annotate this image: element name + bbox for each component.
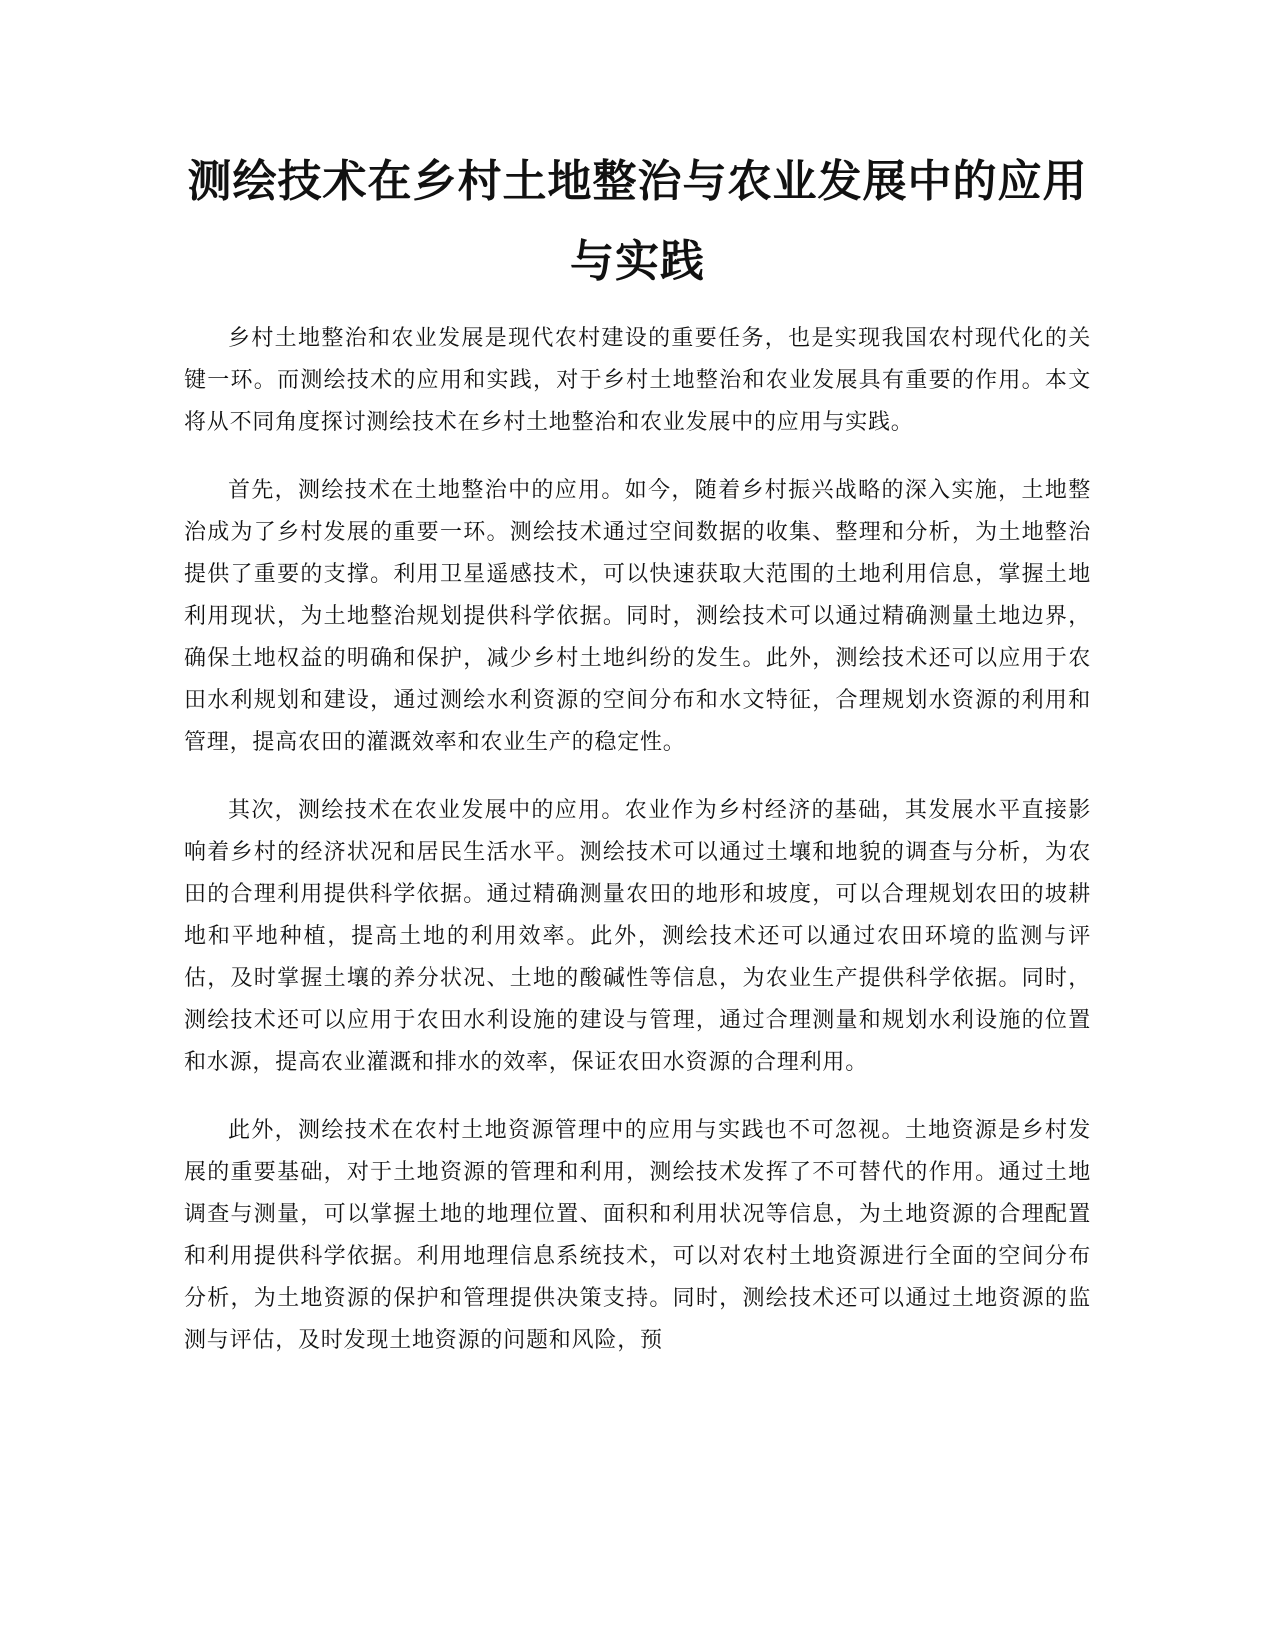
document-body bbox=[184, 318, 1091, 1388]
paragraph-land-consolidation: 首先，测绘技术在土地整治中的应用。如今，随着乡村振兴战略的深入实施，土地整治成为了乡村发展的重要一环。测绘技术通过空间数据的收集、整理和分析，为土地整治提供了重要的支撑。利用卫星遥感技术，可以快速获取大范围的土地利用信息，掌握土地利用现状，为土地整治规划提供科学依据。同时，测绘技术可以通过精确测量土地边界，确保土地权益的明确和保护，减少乡村土地纠纷的发生。此外，测绘技术还可以应用于农田水利规划和建设，通过测绘水利资源的空间分布和水文特征，合理规划水资源的利用和管理，提高农田的灌溉效率和农业生产的稳定性。 bbox=[184, 478, 1091, 755]
paragraph-intro: 乡村土地整治和农业发展是现代农村建设的重要任务，也是实现我国农村现代化的关键一环。而测绘技术的应用和实践，对于乡村土地整治和农业发展具有重要的作用。本文将从不同角度探讨测绘技术在乡村土地整治和农业发展中的应用与实践。 bbox=[184, 326, 1091, 435]
paragraph-land-resource-management: 此外，测绘技术在农村土地资源管理中的应用与实践也不可忽视。土地资源是乡村发展的重要基础，对于土地资源的管理和利用，测绘技术发挥了不可替代的作用。通过土地调查与测量，可以掌握土地的地理位置、面积和利用状况等信息，为土地资源的合理配置和利用提供科学依据。利用地理信息系统技术，可以对农村土地资源进行全面的空间分布分析，为土地资源的保护和管理提供决策支持。同时，测绘技术还可以通过土地资源的监测与评估，及时发现土地资源的问题和风险，预 bbox=[184, 1118, 1091, 1353]
document-title: 测绘技术在乡村土地整治与农业发展中的应用与实践 bbox=[187, 156, 1088, 287]
paragraph-agriculture: 其次，测绘技术在农业发展中的应用。农业作为乡村经济的基础，其发展水平直接影响着乡村的经济状况和居民生活水平。测绘技术可以通过土壤和地貌的调查与分析，为农田的合理利用提供科学依据。通过精确测量农田的地形和坡度，可以合理规划农田的坡耕地和平地种植，提高土地的利用效率。此外，测绘技术还可以通过农田环境的监测与评估，及时掌握土壤的养分状况、土地的酸碱性等信息，为农业生产提供科学依据。同时，测绘技术还可以应用于农田水利设施的建设与管理，通过合理测量和规划水利设施的位置和水源，提高农业灌溉和排水的效率，保证农田水资源的合理利用。 bbox=[184, 798, 1091, 1075]
